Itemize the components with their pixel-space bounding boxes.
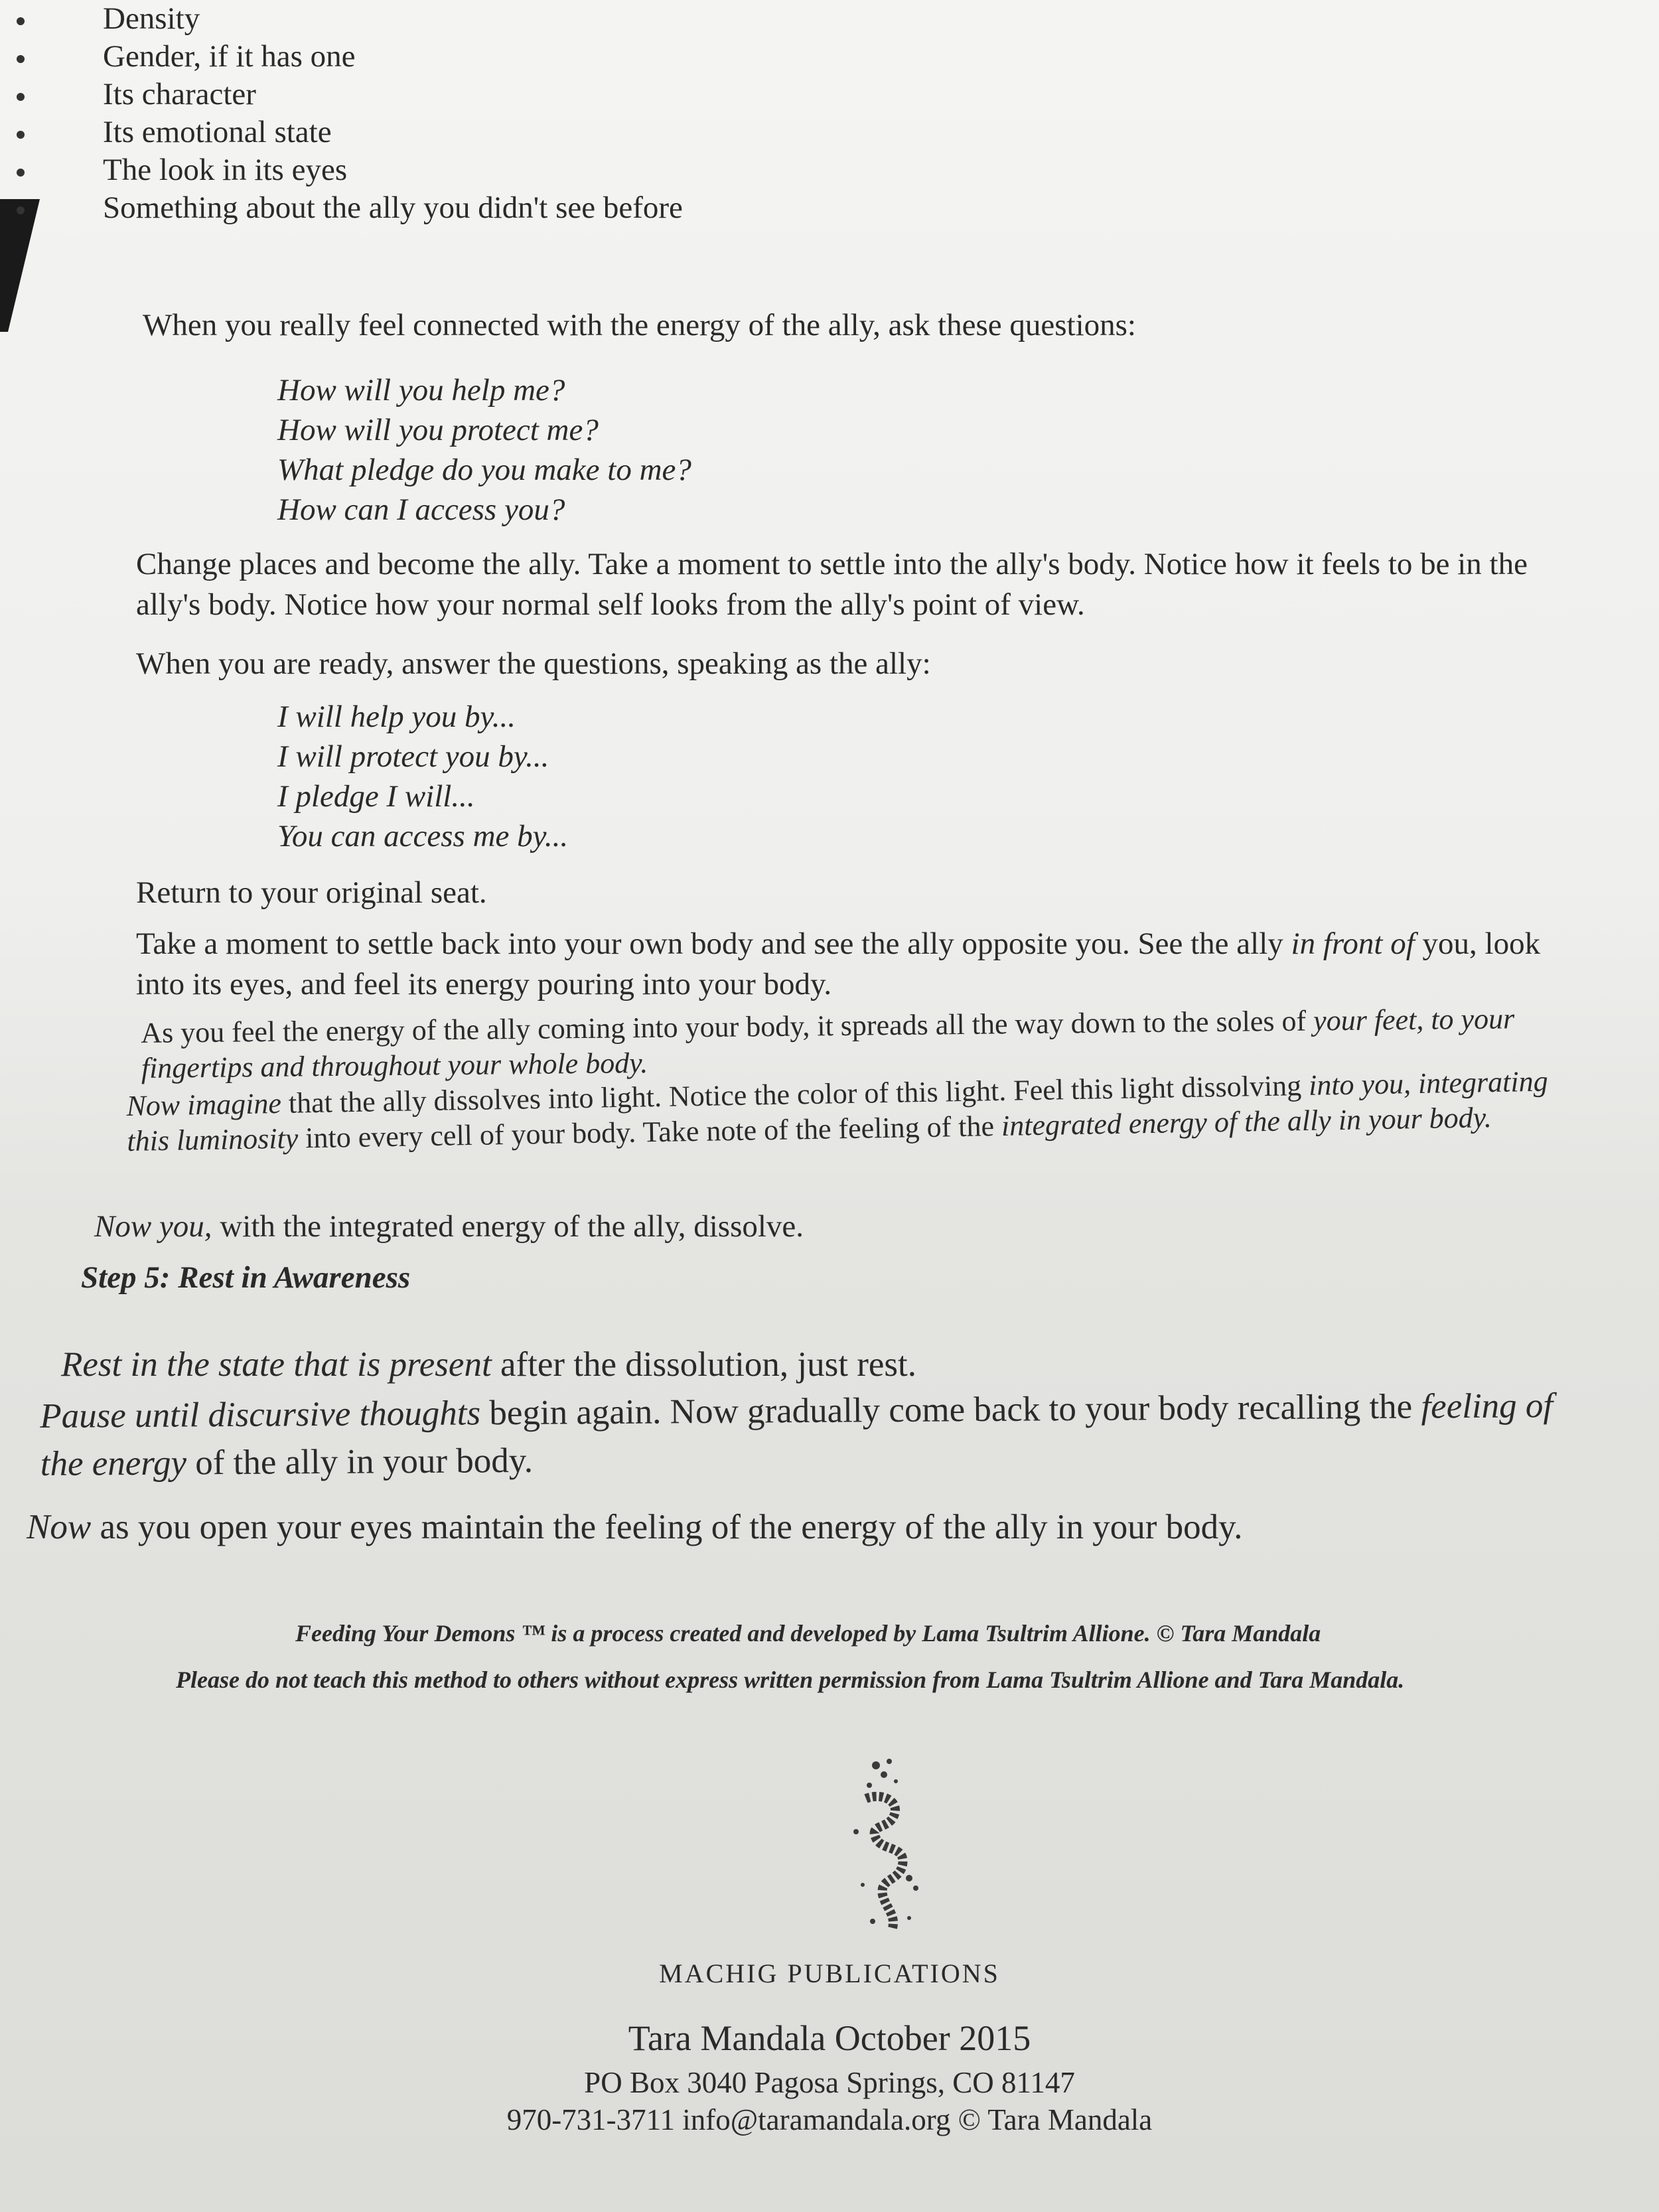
- questions-list: [277, 370, 691, 530]
- answers-list: [277, 697, 568, 856]
- contact-line: 970-731-3711 info@taramandala.org © Tara Mandala: [506, 2103, 1153, 2136]
- trademark-notice: Feeding Your Demons ™ is a process created and developed by Lama Tsultrim Allione. © Tara Mandala: [295, 1620, 1321, 1647]
- list-item: Gender, if it has one: [0, 38, 1194, 76]
- imagine-paragraph: Now imagine that the ally dissolves into light. Notice the color of this light. Feel this light dissolving into you, integrating this luminosity into every cell of your body. Take note of the feeling of the integrated energy of the ally in your body.: [126, 1065, 1549, 1157]
- list-item: Density: [0, 0, 1194, 38]
- publisher-name: MACHIG PUBLICATIONS: [659, 1958, 1000, 1988]
- address-line: Tara Mandala October 2015: [628, 2018, 1031, 2058]
- question-item: How will you protect me?: [277, 413, 599, 447]
- list-item: The look in its eyes: [0, 151, 1194, 189]
- question-item: How can I access you?: [277, 492, 565, 527]
- change-places-paragraph: Change places and become the ally. Take a moment to settle into the ally's body. Notice how it feels to be in the ally's body. Notice how your normal self looks from the ally's point of view.: [136, 547, 1528, 622]
- address-line: PO Box 3040 Pagosa Springs, CO 81147: [584, 2066, 1075, 2099]
- answer-item: I will help you by...: [277, 700, 516, 734]
- intro-questions-paragraph: When you really feel connected with the energy of the ally, ask these questions:: [143, 308, 1136, 342]
- question-item: What pledge do you make to me?: [277, 453, 691, 487]
- open-eyes-paragraph: Now as you open your eyes maintain the feeling of the energy of the ally in your body.: [27, 1508, 1243, 1546]
- energy-paragraph: As you feel the energy of the ally coming into your body, it spreads all the way down to the soles of your feet, to your fingertips and throughout your whole body.: [141, 1002, 1515, 1084]
- list-item: Its character: [0, 76, 1194, 113]
- attribute-list: [0, 0, 1194, 227]
- question-item: How will you help me?: [277, 373, 565, 407]
- answer-item: You can access me by...: [277, 819, 569, 853]
- answer-item: I pledge I will...: [277, 779, 475, 814]
- list-item: Its emotional state: [0, 113, 1194, 151]
- rest-paragraph: Rest in the state that is present after the dissolution, just rest.: [61, 1345, 917, 1384]
- when-ready-paragraph: When you are ready, answer the questions, speaking as the ally:: [136, 646, 931, 681]
- return-seat-paragraph: Return to your original seat.: [136, 875, 487, 910]
- settle-back-paragraph: Take a moment to settle back into your own body and see the ally opposite you. See the ally in front of you, look into its eyes, and feel its energy pouring into your body.: [136, 926, 1541, 1001]
- permission-notice: Please do not teach this method to others without express written permission from Lama Tsultrim Allione and Tara Mandala.: [176, 1666, 1405, 1693]
- answer-item: I will protect you by...: [277, 739, 549, 774]
- step-heading: Step 5: Rest in Awareness: [81, 1260, 411, 1295]
- pause-paragraph: Pause until discursive thoughts begin again. Now gradually come back to your body recalling the feeling of the energy of the ally in your body.: [40, 1386, 1553, 1483]
- dissolve-paragraph: Now you, with the integrated energy of the ally, dissolve.: [94, 1209, 804, 1244]
- list-item: Something about the ally you didn't see before: [0, 189, 1194, 227]
- dakini-figure-icon: [830, 1752, 936, 1938]
